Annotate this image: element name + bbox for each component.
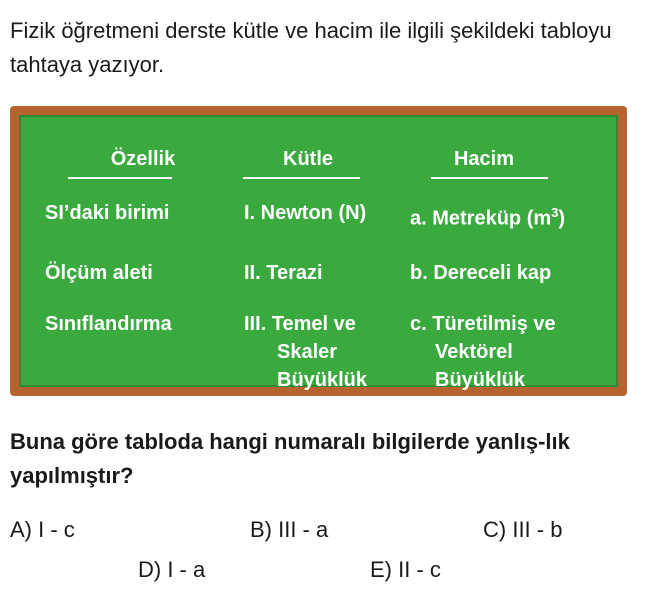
row-instrument-mass: II. Terazi	[244, 262, 323, 284]
row-classification-volume-line1: c. Türetilmiş ve	[410, 313, 556, 335]
header-underline-volume	[431, 177, 548, 179]
volume-unit-exponent: 3	[551, 205, 559, 220]
row-classification-mass-line2: Skaler	[277, 341, 338, 363]
header-volume: Hacim	[453, 148, 515, 170]
chalkboard-frame	[10, 106, 627, 396]
header-mass: Kütle	[283, 148, 333, 170]
option-b[interactable]: B) III - a	[250, 517, 329, 542]
option-e[interactable]: E) II - c	[370, 557, 441, 582]
row-classification-mass-line1: III. Temel ve	[244, 313, 356, 335]
row-unit-label: SI’daki birimi	[45, 202, 170, 224]
header-underline-property	[68, 177, 172, 179]
row-instrument-volume: b. Dereceli kap	[410, 262, 552, 284]
row-classification-volume-line3: Büyüklük	[435, 369, 526, 391]
row-classification-volume-line2: Vektörel	[435, 341, 513, 363]
intro-text: Fizik öğretmeni derste kütle ve hacim ile ilgili şekildeki tabloyu tahtaya yazıyor.	[10, 18, 612, 77]
volume-unit-close: )	[558, 207, 566, 230]
option-c[interactable]: C) III - b	[483, 517, 563, 542]
option-a[interactable]: A) I - c	[10, 517, 75, 542]
row-unit-volume	[410, 199, 565, 233]
row-unit-mass: I. Newton (N)	[244, 202, 367, 224]
row-instrument-label: Ölçüm aleti	[45, 262, 153, 284]
row-classification-label: Sınıflandırma	[45, 313, 172, 335]
volume-unit-text: a. Metreküp (m	[410, 207, 552, 230]
header-underline-mass	[243, 177, 360, 179]
option-d[interactable]: D) I - a	[138, 557, 206, 582]
header-property: Özellik	[110, 148, 176, 170]
question-text: Buna göre tabloda hangi numaralı bilgilerde yanlış-lık yapılmıştır?	[10, 429, 570, 488]
chalkboard	[19, 115, 618, 391]
row-classification-mass-line3: Büyüklük	[277, 369, 368, 391]
